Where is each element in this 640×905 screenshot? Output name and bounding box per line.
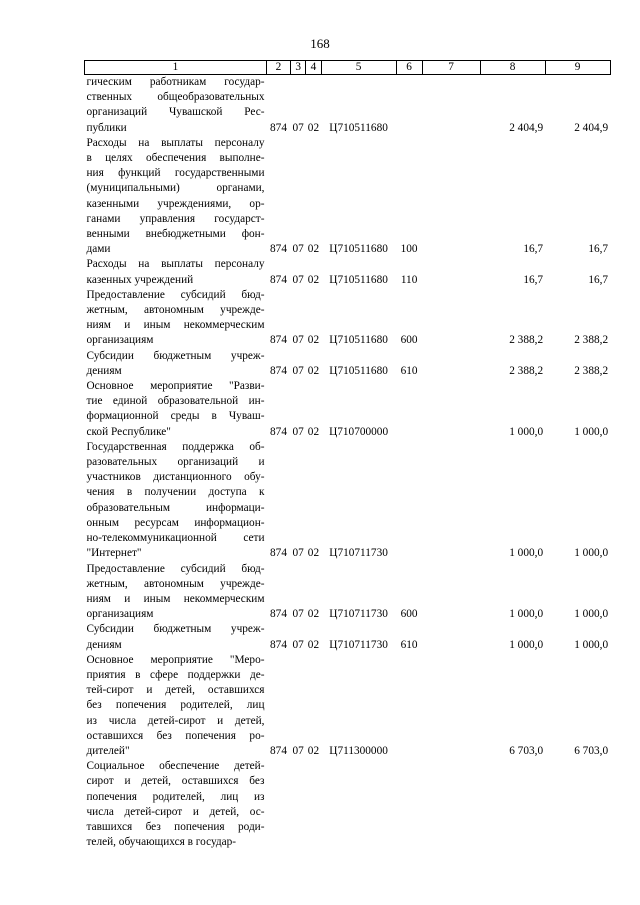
table-row [85,562,611,623]
amount-col-8: 16,7 [523,273,544,286]
table-row [85,622,611,652]
header-col-9: 9 [545,61,610,75]
target-article-code: Ц710511680 [329,273,388,286]
description-line: ганами управления государст- [86,212,265,225]
section-code: 07 [292,273,304,286]
description-line: Предоставление субсидий бюд- [86,562,265,575]
header-col-3: 3 [291,61,306,75]
subsection-code: 02 [307,121,320,134]
subsection-code [306,759,321,850]
header-col-8: 8 [480,61,545,75]
column-7-value [422,622,480,652]
table-row [85,440,611,562]
column-7-value [422,653,480,759]
table-row [85,379,611,440]
table-row [85,759,611,850]
description-line: из числа детей-сирот и детей, [86,714,265,727]
amount-col-9: 2 388,2 [574,334,609,347]
amount-col-9: 16,7 [588,273,609,286]
amount-col-9: 2 404,9 [574,121,609,134]
amount-col-8: 2 388,2 [509,364,544,377]
target-article-code: Ц710711730 [329,547,388,560]
description-line: дителей" [86,744,130,757]
amount-col-9: 2 388,2 [574,364,609,377]
table-header-row [85,61,611,75]
target-article-code: Ц710711730 [329,608,388,621]
description-line: дениям [86,364,122,377]
description-line: Расходы на выплаты персоналу [86,136,265,149]
subsection-code: 02 [307,364,320,377]
table-row [85,349,611,379]
expense-type-code: 610 [400,638,418,651]
section-code: 07 [292,243,304,256]
description-line: оставшихся без попечения ро- [86,729,265,742]
description-line: дениям [86,638,122,651]
expense-type-code [396,653,422,759]
amount-col-8: 1 000,0 [509,608,544,621]
amount-col-8: 1 000,0 [509,638,544,651]
row-description [85,622,267,652]
amount-col-9: 1 000,0 [574,638,609,651]
expense-type-code [396,75,422,136]
expense-type-code [396,440,422,562]
description-line: тие единой образовательной ин- [86,395,265,408]
description-line: формационной среды в Чуваш- [86,410,265,423]
amount-col-8: 6 703,0 [509,744,544,757]
section-code: 07 [292,744,304,757]
ministry-code: 874 [270,547,287,560]
description-line: ниям и иным некоммерческим [86,319,265,332]
ministry-code: 874 [270,425,287,438]
ministry-code: 874 [270,638,287,651]
column-7-value [422,288,480,349]
ministry-code [267,759,291,850]
row-description [85,288,267,349]
expense-type-code [396,759,422,850]
target-article-code: Ц711300000 [329,744,388,757]
column-7-value [422,759,480,850]
description-line: ской Республике" [86,425,171,438]
section-code: 07 [292,425,304,438]
row-description [85,653,267,759]
description-line: тей-сирот и детей, оставшихся [86,684,265,697]
subsection-code: 02 [307,273,320,286]
ministry-code: 874 [270,121,287,134]
section-code: 07 [292,121,304,134]
column-7-value [422,349,480,379]
description-line: Расходы на выплаты персоналу [86,258,265,271]
subsection-code: 02 [307,243,320,256]
ministry-code: 874 [270,243,287,256]
row-description [85,349,267,379]
amount-col-8: 2 404,9 [509,121,544,134]
row-description [85,75,267,136]
subsection-code: 02 [307,744,320,757]
description-line: ниям и иным некоммерческим [86,592,265,605]
description-line: ния функций государственными [86,167,265,180]
amount-col-8: 1 000,0 [509,425,544,438]
row-description [85,759,267,850]
subsection-code: 02 [307,608,320,621]
description-line: венными внебюджетными фон- [86,228,265,241]
target-article-code: Ц710711730 [329,638,388,651]
ministry-code: 874 [270,608,287,621]
description-line: "Интернет" [86,547,142,560]
table-body [85,75,611,851]
description-line: в целях обеспечения выполне- [86,152,265,165]
description-line: разовательных организаций и [86,456,265,469]
expense-type-code: 600 [400,334,418,347]
header-col-2: 2 [267,61,291,75]
row-description [85,136,267,258]
amount-col-8: 1 000,0 [509,547,544,560]
header-col-7: 7 [422,61,480,75]
description-line: Основное мероприятие "Меро- [86,653,265,666]
description-line: организациям [86,608,154,621]
description-line: но-телекоммуникационной сети [86,532,265,545]
amount-col-8 [480,759,545,850]
description-line: жетным, автономным учрежде- [86,577,265,590]
description-line: Социальное обеспечение детей- [86,760,265,773]
section-code [291,759,306,850]
section-code: 07 [292,547,304,560]
description-line: Государственная поддержка об- [86,440,265,453]
description-line: Субсидии бюджетным учреж- [86,623,265,636]
header-col-4: 4 [306,61,321,75]
description-line: жетным, автономным учрежде- [86,304,265,317]
ministry-code: 874 [270,364,287,377]
target-article-code: Ц710511680 [329,364,388,377]
amount-col-9: 16,7 [588,243,609,256]
description-line: числа детей-сирот и детей, ос- [86,805,265,818]
expense-type-code: 610 [400,364,418,377]
amount-col-9: 1 000,0 [574,425,609,438]
ministry-code: 874 [270,334,287,347]
expense-type-code [396,379,422,440]
row-description [85,440,267,562]
column-7-value [422,562,480,623]
description-line: публики [86,121,127,134]
header-col-6: 6 [396,61,422,75]
table-row [85,136,611,258]
description-line: тавшихся без попечения роди- [86,820,265,833]
description-line: участников дистанционного обу- [86,471,265,484]
description-line: ственных общеобразовательных [86,91,265,104]
description-line: организаций Чувашской Рес- [86,106,265,119]
description-line: казенными учреждениями, ор- [86,197,265,210]
description-line: Предоставление субсидий бюд- [86,288,265,301]
description-line: (муниципальными) органами, [86,182,265,195]
amount-col-9: 1 000,0 [574,608,609,621]
expense-type-code: 600 [400,608,418,621]
row-description [85,379,267,440]
header-col-1: 1 [85,61,267,75]
section-code: 07 [292,608,304,621]
expense-type-code: 110 [400,273,418,286]
target-article-code: Ц710511680 [329,334,388,347]
page-number: 168 [310,36,330,51]
description-line: образовательным информаци- [86,501,265,514]
description-line: дами [86,243,111,256]
table-row [85,288,611,349]
amount-col-8: 16,7 [523,243,544,256]
description-line: сирот и детей, оставшихся без [86,775,265,788]
expense-type-code: 100 [400,243,418,256]
description-line: телей, обучающихся в государ- [86,836,237,849]
section-code: 07 [292,364,304,377]
amount-col-9: 6 703,0 [574,744,609,757]
ministry-code: 874 [270,744,287,757]
table-row [85,257,611,287]
description-line: чения в получении доступа к [86,486,265,499]
target-article-code: Ц710511680 [329,243,388,256]
subsection-code: 02 [307,547,320,560]
column-7-value [422,257,480,287]
column-7-value [422,75,480,136]
header-col-5: 5 [321,61,396,75]
section-code: 07 [292,638,304,651]
amount-col-8: 2 388,2 [509,334,544,347]
description-line: Субсидии бюджетным учреж- [86,349,265,362]
description-line: приятия в сфере поддержки де- [86,668,265,681]
target-article-code: Ц710511680 [329,121,388,134]
description-line: организациям [86,334,154,347]
subsection-code: 02 [307,425,320,438]
column-7-value [422,379,480,440]
section-code: 07 [292,334,304,347]
subsection-code: 02 [307,638,320,651]
row-description [85,562,267,623]
budget-table [84,60,611,850]
ministry-code: 874 [270,273,287,286]
description-line: казенных учреждений [86,273,194,286]
target-article-code [321,759,396,850]
description-line: Основное мероприятие "Разви- [86,380,265,393]
column-7-value [422,136,480,258]
column-7-value [422,440,480,562]
description-line: онным ресурсам информацион- [86,516,265,529]
row-description [85,257,267,287]
amount-col-9 [545,759,610,850]
table-row [85,75,611,136]
table-row [85,653,611,759]
subsection-code: 02 [307,334,320,347]
description-line: без попечения родителей, лиц [86,699,265,712]
target-article-code: Ц710700000 [329,425,389,438]
description-line: попечения родителей, лиц из [86,790,265,803]
amount-col-9: 1 000,0 [574,547,609,560]
description-line: гическим работникам государ- [86,76,265,88]
